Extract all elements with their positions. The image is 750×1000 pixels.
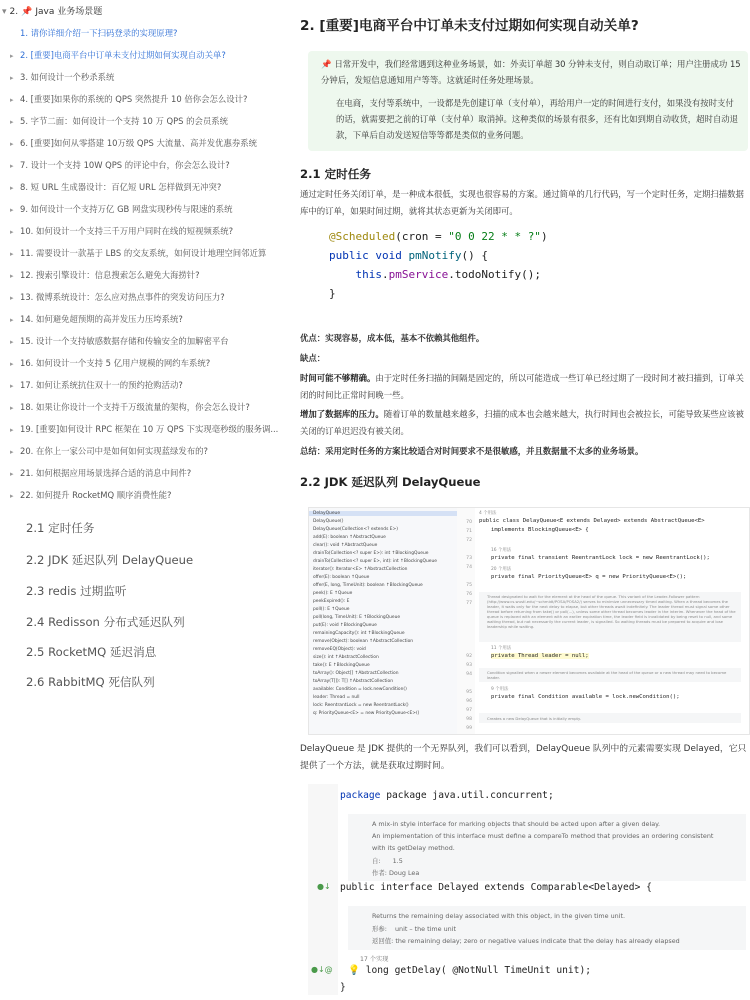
subtoc-item[interactable]: 2.5 RocketMQ 延迟消息 — [26, 645, 157, 659]
note-paragraph: 在电商，支付等系统中，一设都是先创建订单（支付单），再给用户一定的时间进行支付，如果没有按时支付的话，就需要把之前的订单（支付单）取消掉。这种类似的场景有很多，还有比如到期自动收货，超时自动退款，下单后自动发送短信等等都是类似的业务问题。 — [336, 98, 738, 140]
tree-row[interactable]: available: Condition = lock.newCondition() — [313, 687, 407, 692]
tree-row[interactable]: size(): int ↑AbstractCollection — [313, 655, 379, 660]
tree-row[interactable]: remainingCapacity(): int ↑BlockingQueue — [313, 631, 405, 636]
heading-2-2: 2.2 JDK 延迟队列 DelayQueue — [300, 475, 481, 489]
bulb-icon[interactable]: 💡 — [348, 965, 360, 976]
toc-item-active[interactable]: ▸ 2. [重要]电商平台中订单未支付过期如何实现自动关单? — [10, 50, 226, 60]
override-icon: ●↓@ — [311, 965, 333, 974]
toc-item[interactable]: ▸ 8. 短 URL 生成器设计：百亿短 URL 怎样做到无冲突? — [10, 182, 222, 192]
subtoc-item[interactable]: 2.6 RabbitMQ 死信队列 — [26, 675, 155, 689]
javadoc-block: Creates a new DelayQueue that is initially empty. — [479, 713, 741, 723]
summary-text: 总结：采用定时任务的方案比较适合对时间要求不是很敏感，并且数据量不太多的业务场景。 — [300, 446, 644, 456]
con-item: 增加了数据库的压力。随着订单的数量越来越多，扫描的成本也会越来越大，执行时间也会被拉长，可能导致某些应该被关闭的订单迟迟没有被关闭。 — [300, 409, 744, 436]
implemented-icon: ●↓ — [317, 882, 331, 891]
section-title: Java 业务场景题 — [35, 7, 103, 17]
tree-row[interactable]: peek(): E ↑Queue — [313, 591, 353, 596]
tree-row[interactable]: leader: Thread = null — [313, 695, 360, 700]
subtoc-item[interactable]: 2.2 JDK 延迟队列 DelayQueue — [26, 553, 194, 567]
section-header[interactable] — [2, 4, 102, 17]
toc-item[interactable]: ▸ 20. 在你上一家公司中是如何如何实现蓝绿发布的? — [10, 446, 208, 456]
con-item: 时间可能不够精确。由于定时任务扫描的间隔是固定的，所以可能造成一些订单已经过期了一段时间才被扫描到，订单关闭的时间比正常时间晚一些。 — [300, 373, 744, 400]
tree-row[interactable]: DelayQueue — [309, 511, 461, 516]
javadoc-block: Returns the remaining delay associated with this object, in the given time unit. 形参: unit – the time unit 返回值: the remaining delay; zero or negative values indicate that the delay has already elapsed — [348, 906, 746, 950]
toc-item[interactable]: ▸ 6. [重要]如何从零搭建 10万级 QPS 大流量、高并发优惠券系统 — [10, 138, 258, 148]
toc-item[interactable]: ▸ 17. 如何让系统抗住双十一的预约抢购活动? — [10, 380, 183, 390]
tree-row[interactable]: toArray(T[]): T[] ↑AbstractCollection — [313, 679, 393, 684]
tree-row[interactable]: poll(): E ↑Queue — [313, 607, 350, 612]
javadoc-block: A mix-in style interface for marking objects that should be acted upon after a given delay. An implementation of this interface must define a compareTo method that provides an ordering consistent with its getDelay method. 自: 1.5 作者: Doug Lea — [348, 814, 746, 881]
toc-item[interactable]: ▸ 7. 设计一个支持 10W QPS 的评论中台，你会怎么设计? — [10, 160, 230, 170]
tree-row[interactable]: drainTo(Collection<? super E>): int ↑BlockingQueue — [313, 551, 429, 556]
javadoc-block: Condition signalled when a newer element becomes available at the head of the queue or a new thread may need to become leader. — [479, 668, 741, 682]
toc-item[interactable]: ▸ 5. 字节二面：如何设计一个支持 10 万 QPS 的会员系统 — [10, 116, 229, 126]
javadoc-block: Thread designated to wait for the element at the head of the queue. This variant of the Leader-Follower pattern (http://www.cs.wustl.edu/~schmidt/POSA/POSA2/) serves to minimize unnecessary timed waiting. When a thread becomes the leader, it waits only for the next delay to elapse, but other threads await indefinitely. The leader thread must signal some other thread before returning from take() or poll(...), unless some other thread becomes leader in the interim. Whenever the head of the queue is replaced with an element with an earlier expiration time, the leader field is invalidated by being reset to null, and some waiting thread, but not necessarily the current leader, is signalled. So waiting threads must be prepared to acquire and lose leadership while waiting. — [479, 592, 741, 642]
toc-item[interactable]: ▸ 22. 如何提升 RocketMQ 顺序消费性能? — [10, 490, 172, 500]
pin-icon: 📌 — [21, 7, 33, 17]
chevron-down-icon[interactable]: ▾ — [2, 7, 7, 17]
toc-item[interactable]: ▸ 13. 微博系统设计：怎么应对热点事件的突发访问压力? — [10, 292, 225, 302]
pin-icon: 📌 — [321, 59, 332, 69]
paragraph: 通过定时任务关闭订单，是一种成本很低，实现也很容易的方案。通过简单的几行代码，写一个定时任务，定期扫描数据库中的订单，如果时间过期，就将其状态更新为关闭即可。 — [300, 189, 744, 216]
toc-item[interactable]: ▸ 12. 搜索引擎设计：信息搜索怎么避免大海捞针? — [10, 270, 200, 280]
tree-row[interactable]: q: PriorityQueue<E> = new PriorityQueue<E>() — [313, 711, 420, 716]
gutter — [308, 784, 338, 995]
tree-row[interactable]: DelayQueue() — [313, 519, 344, 524]
tree-row[interactable]: offer(E, long, TimeUnit): boolean ↑BlockingQueue — [313, 583, 423, 588]
ide-screenshot — [308, 507, 750, 735]
toc-item[interactable]: ▸ 19. [重要]如何设计 RPC 框架在 10 万 QPS 下实现毫秒级的服务调... — [10, 424, 279, 434]
toc-item[interactable]: ▸ 9. 如何设计一个支持万亿 GB 网盘实现秒传与限速的系统 — [10, 204, 233, 214]
subtoc-item[interactable]: 2.4 Redisson 分布式延迟队列 — [26, 615, 185, 629]
code-block: @Scheduled(cron = "0 0 22 * * ?") public void pmNotify() { this.pmService.todoNotify(); } — [325, 225, 705, 305]
toc-item[interactable]: ▸ 4. [重要]如果你的系统的 QPS 突然提升 10 倍你会怎么设计? — [10, 94, 248, 104]
toc-item[interactable]: ▸ 18. 如果让你设计一个支持千万级流量的架构，你会怎么设计? — [10, 402, 250, 412]
line-number-gutter: 70 71 72 73 74 75 76 77 92 93 94 95 96 97 98 99 — [457, 508, 475, 734]
tree-row[interactable]: remove(Object): boolean ↑AbstractCollection — [313, 639, 414, 644]
tree-row[interactable]: offer(E): boolean ↑Queue — [313, 575, 370, 580]
toc-item[interactable]: 1. 请你详细介绍一下扫码登录的实现原理? — [20, 28, 178, 38]
tree-row[interactable]: take(): E ↑BlockingQueue — [313, 663, 370, 668]
note-box — [308, 51, 748, 151]
toc-item[interactable]: ▸ 11. 需要设计一款基于 LBS 的交友系统，如何设计地理空间邻近算 — [10, 248, 267, 258]
section-number: 2. — [9, 7, 19, 17]
tree-row[interactable]: add(E): boolean ↑AbstractQueue — [313, 535, 386, 540]
tree-row[interactable]: lock: ReentrantLock = new ReentrantLock() — [313, 703, 409, 708]
tree-row[interactable]: removeEQ(Object): void — [313, 647, 366, 652]
paragraph: DelayQueue 是 JDK 提供的一个无界队列，我们可以看到，DelayQueue 队列中的元素需要实现 Delayed，它只提供了一个方法，就是获取过期时间。 — [300, 744, 747, 771]
pros-text: 优点：实现容易，成本低，基本不依赖其他组件。 — [300, 333, 485, 343]
tree-row[interactable]: drainTo(Collection<? super E>, int): int ↑BlockingQueue — [313, 559, 437, 564]
heading-2-1: 2.1 定时任务 — [300, 167, 371, 181]
structure-tree — [309, 508, 457, 734]
tree-row[interactable]: poll(long, TimeUnit): E ↑BlockingQueue — [313, 615, 401, 620]
toc-item[interactable]: ▸ 21. 如何根据应用场景选择合适的消息中间件? — [10, 468, 192, 478]
source-code: package package java.util.concurrent; A mix-in style interface for marking objects that should be acted upon after a given delay. An implementation of this interface must define a compareTo method that provides an ordering consistent with its getDelay method. 自: 1.5 作者: Doug Lea public interface Delayed extends Comparable<Delayed> { Returns the remaining delay associated with this object, in the given time unit. 形参: unit – the time unit 返回值: the remaining delay; zero or negative values indicate that the delay has already elapsed 17 个实现 💡 long getDelay( @NotNull TimeUnit unit); } — [338, 784, 748, 995]
sidebar — [0, 0, 300, 1000]
tree-row[interactable]: iterator(): Iterator<E> ↑AbstractCollection — [313, 567, 408, 572]
page-title: 2. [重要]电商平台中订单未支付过期如何实现自动关单? — [300, 18, 639, 34]
tree-row[interactable]: peekExpired(): E — [313, 599, 350, 604]
tree-row[interactable]: DelayQueue(Collection<? extends E>) — [313, 527, 398, 532]
tree-row[interactable]: toArray(): Object[] ↑AbstractCollection — [313, 671, 399, 676]
toc-item[interactable]: ▸ 14. 如何避免超预期的高并发压力压垮系统? — [10, 314, 183, 324]
subtoc-item[interactable]: 2.3 redis 过期监听 — [26, 584, 127, 598]
toc-item[interactable]: ▸ 15. 设计一个支持敏感数据存储和传输安全的加解密平台 — [10, 336, 229, 346]
toc-item[interactable]: ▸ 3. 如何设计一个秒杀系统 — [10, 72, 115, 82]
toc-item[interactable]: ▸ 16. 如何设计一个支持 5 亿用户规模的网约车系统? — [10, 358, 211, 368]
subtoc-item[interactable]: 2.1 定时任务 — [26, 521, 95, 535]
article — [300, 0, 750, 1000]
ide-screenshot — [308, 784, 748, 995]
note-paragraph: 📌 日常开发中，我们经常遇到这种业务场景，如：外卖订单超 30 分钟未支付，则自动取订单；用户注册成功 15 分钟后，发短信息通知用户等等。这就延时任务处理场景。 — [321, 59, 741, 85]
tree-row[interactable]: put(E): void ↑BlockingQueue — [313, 623, 377, 628]
toc-item[interactable]: ▸ 10. 如何设计一个支持三千万用户同时在线的短视频系统? — [10, 226, 234, 236]
cons-label: 缺点： — [300, 353, 326, 363]
source-code: 4 个用法 public class DelayQueue<E extends Delayed> extends AbstractQueue<E> implements BlockingQueue<E> { 16 个用法 private final transient ReentrantLock lock = new ReentrantLock(); 20 个用法 private final PriorityQueue<E> q = new PriorityQueue<E>(); Thread designated to wait for the element at the head of the queue. This variant of the Leader-Follower pattern (http://www.cs.wustl.edu/~schmidt/POSA/POSA2/) serves to minimize unnecessary timed waiting. When a thread becomes the leader, it waits only for the next delay to elapse, but other threads await indefinitely. The leader thread must signal some other thread before returning from take() or poll(...), unless some other thread becomes leader in the interim. Whenever the head of the queue is replaced with an element with an earlier expiration time, the leader field is invalidated by being reset to null, and some waiting thread, but not necessarily the current leader, is signalled. So waiting threads must be prepared to acquire and lose leadership while waiting. 11 个用法 private Thread leader = null; Condition signalled when a newer element becomes available at the head of the queue or a new thread may need to become leader. 9 个用法 private final Condition available = lock.newCondition(); Creates a new DelayQueue that is initially empty. — [479, 508, 749, 734]
tree-row[interactable]: clear(): void ↑AbstractQueue — [313, 543, 378, 548]
